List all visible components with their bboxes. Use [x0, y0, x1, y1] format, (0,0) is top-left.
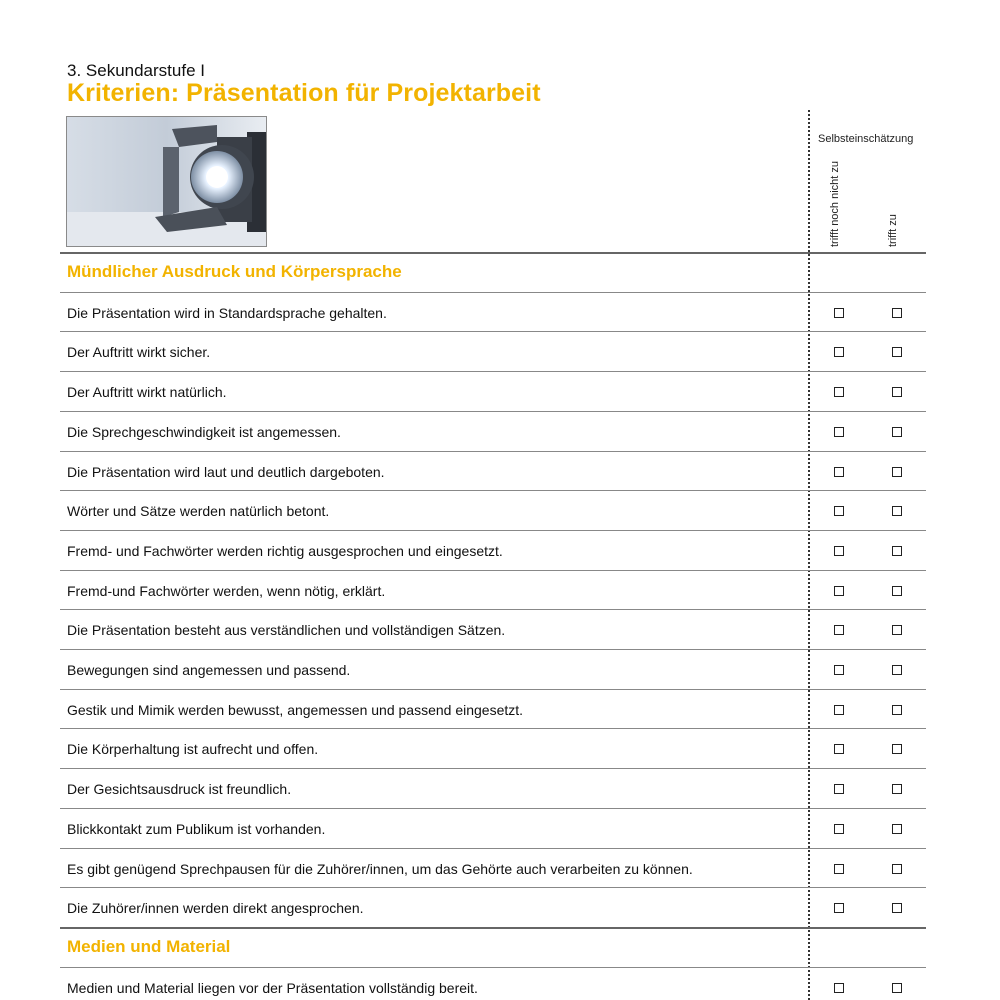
row-separator [60, 649, 926, 650]
checkbox-applicable[interactable] [892, 864, 902, 874]
row-separator [60, 689, 926, 690]
row-separator [60, 252, 926, 254]
criterion-text: Bewegungen sind angemessen und passend. [67, 662, 351, 678]
criterion-text: Die Sprechgeschwindigkeit ist angemessen. [67, 423, 341, 440]
checkbox-not-applicable[interactable] [834, 586, 844, 596]
checkbox-applicable[interactable] [892, 427, 902, 437]
checkbox-not-applicable[interactable] [834, 308, 844, 318]
checkbox-applicable[interactable] [892, 625, 902, 635]
checkbox-applicable[interactable] [892, 387, 902, 397]
column-header-not-applicable: trifft noch nicht zu [829, 160, 841, 247]
row-separator [60, 371, 926, 372]
page-subtitle: 3. Sekundarstufe I [67, 61, 205, 80]
criterion-text: Der Auftritt wirkt natürlich. [67, 384, 227, 401]
checkbox-applicable[interactable] [892, 983, 902, 993]
checkbox-applicable[interactable] [892, 467, 902, 477]
checkbox-not-applicable[interactable] [834, 665, 844, 675]
checkbox-not-applicable[interactable] [834, 705, 844, 715]
row-separator [60, 570, 926, 571]
row-separator [60, 848, 926, 849]
row-separator [60, 808, 926, 809]
checkbox-not-applicable[interactable] [834, 864, 844, 874]
checkbox-not-applicable[interactable] [834, 983, 844, 993]
self-assessment-label: Selbsteinschätzung [818, 133, 914, 145]
criterion-text: Medien und Material liegen vor der Präsentation vollständig bereit. [67, 979, 478, 996]
column-divider [808, 110, 810, 1000]
checkbox-not-applicable[interactable] [834, 903, 844, 913]
checkbox-applicable[interactable] [892, 586, 902, 596]
spotlight-photo [66, 116, 267, 247]
criterion-text: Fremd-und Fachwörter werden, wenn nötig, erklärt. [67, 582, 386, 599]
criterion-text: Blickkontakt zum Publikum ist vorhanden. [67, 820, 326, 837]
row-separator [60, 609, 926, 610]
checkbox-not-applicable[interactable] [834, 347, 844, 357]
checkbox-not-applicable[interactable] [834, 387, 844, 397]
checkbox-not-applicable[interactable] [834, 625, 844, 635]
checkbox-not-applicable[interactable] [834, 546, 844, 556]
criterion-text: Der Auftritt wirkt sicher. [67, 344, 211, 361]
checkbox-applicable[interactable] [892, 546, 902, 556]
checkbox-applicable[interactable] [892, 308, 902, 318]
page-title: Kriterien: Präsentation für Projektarbeit [67, 79, 541, 107]
checkbox-applicable[interactable] [892, 824, 902, 834]
checkbox-applicable[interactable] [892, 506, 902, 516]
row-separator [60, 411, 926, 412]
section-heading: Medien und Material [67, 936, 231, 956]
row-separator [60, 887, 926, 888]
checkbox-applicable[interactable] [892, 744, 902, 754]
checkbox-not-applicable[interactable] [834, 784, 844, 794]
criterion-text: Wörter und Sätze werden natürlich betont. [67, 503, 330, 520]
criterion-text: Die Präsentation wird in Standardsprache gehalten. [67, 304, 387, 321]
checkbox-applicable[interactable] [892, 665, 902, 675]
criterion-text: Gestik und Mimik werden bewusst, angemessen und passend eingesetzt. [67, 701, 524, 718]
checkbox-applicable[interactable] [892, 784, 902, 794]
row-separator [60, 530, 926, 531]
criterion-text: Der Gesichtsausdruck ist freundlich. [67, 781, 292, 798]
row-separator [60, 728, 926, 729]
checkbox-not-applicable[interactable] [834, 506, 844, 516]
row-separator [60, 927, 926, 929]
checkbox-not-applicable[interactable] [834, 824, 844, 834]
criterion-text: Die Körperhaltung ist aufrecht und offen. [67, 741, 319, 758]
row-separator [60, 768, 926, 769]
checkbox-not-applicable[interactable] [834, 427, 844, 437]
checkbox-applicable[interactable] [892, 347, 902, 357]
row-separator [60, 451, 926, 452]
section-heading: Mündlicher Ausdruck und Körpersprache [67, 262, 402, 281]
row-separator [60, 490, 926, 491]
checkbox-applicable[interactable] [892, 903, 902, 913]
row-separator [60, 967, 926, 968]
criterion-text: Fremd- und Fachwörter werden richtig ausgesprochen und eingesetzt. [67, 542, 503, 559]
criterion-text: Es gibt genügend Sprechpausen für die Zuhörer/innen, um das Gehörte auch verarbeiten zu können. [67, 860, 693, 877]
column-header-applicable: trifft zu [887, 214, 899, 247]
row-separator [60, 331, 926, 332]
criterion-text: Die Präsentation besteht aus verständlichen und vollständigen Sätzen. [67, 622, 506, 639]
checkbox-not-applicable[interactable] [834, 744, 844, 754]
checkbox-applicable[interactable] [892, 705, 902, 715]
criterion-text: Die Zuhörer/innen werden direkt angesprochen. [67, 900, 364, 917]
criterion-text: Die Präsentation wird laut und deutlich dargeboten. [67, 463, 385, 480]
checkbox-not-applicable[interactable] [834, 467, 844, 477]
row-separator [60, 292, 926, 293]
